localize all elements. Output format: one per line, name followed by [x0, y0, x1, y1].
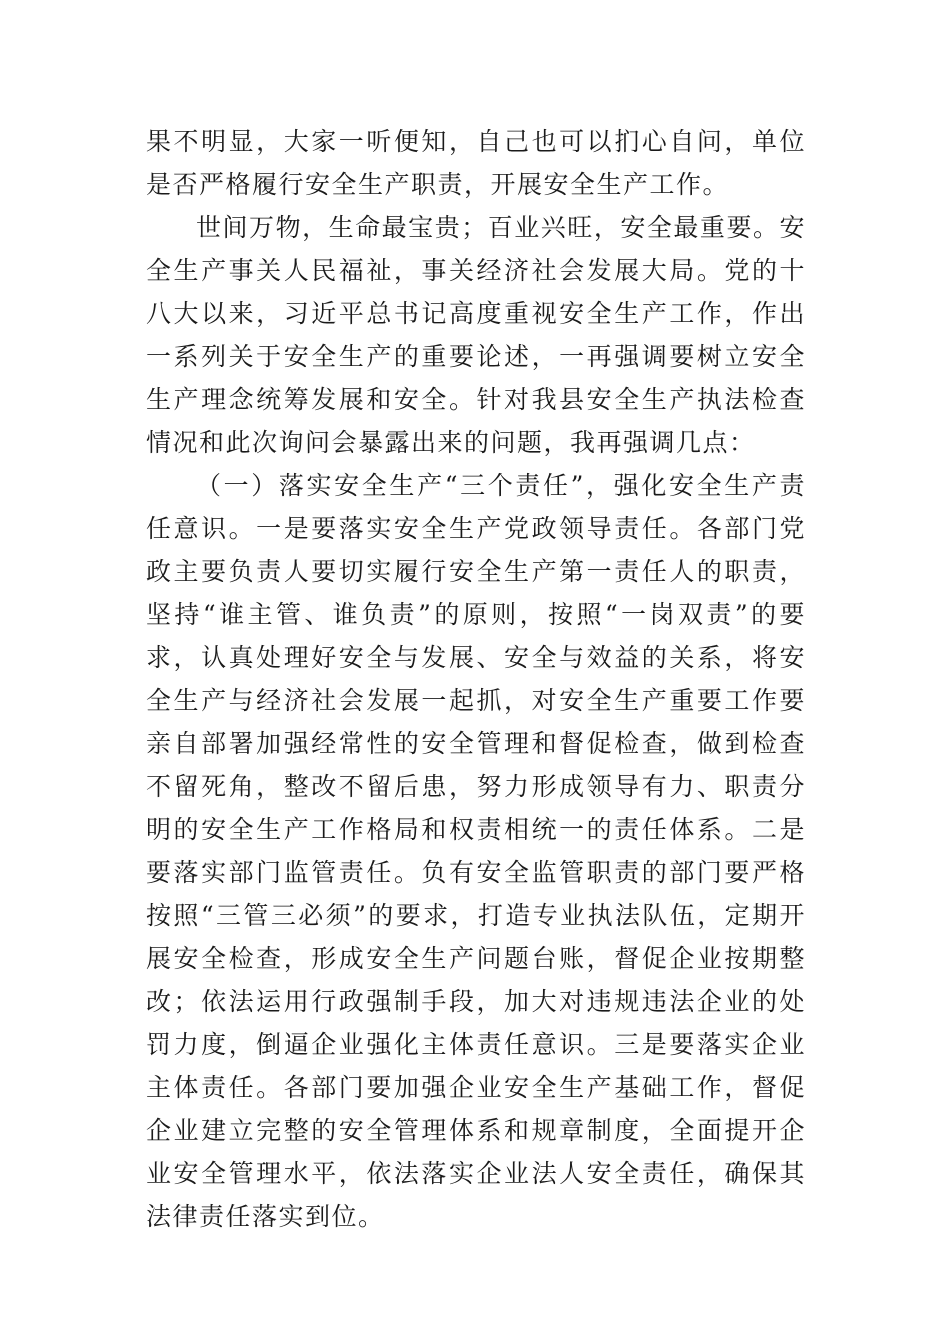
- document-body: [146, 120, 806, 1238]
- paragraph-three-responsibilities: （一）落实安全生产“三个责任”，强化安全生产责任意识。一是要落实安全生产党政领导责任。各部门党政主要负责人要切实履行安全生产第一责任人的职责，坚持“谁主管、谁负责”的原则，按照“一岗双责”的要求，认真处理好安全与发展、安全与效益的关系，将安全生产与经济社会发展一起抓，对安全生产重要工作要亲自部署加强经常性的安全管理和督促检查，做到检查不留死角，整改不留后患，努力形成领导有力、职责分明的安全生产工作格局和权责相统一的责任体系。二是要落实部门监管责任。负有安全监管职责的部门要严格按照“三管三必须”的要求，打造专业执法队伍，定期开展安全检查，形成安全生产问题台账，督促企业按期整改；依法运用行政强制手段，加大对违规违法企业的处罚力度，倒逼企业强化主体责任意识。三是要落实企业主体责任。各部门要加强企业安全生产基础工作，督促企业建立完整的安全管理体系和规章制度，全面提开企业安全管理水平，依法落实企业法人安全责任，确保其法律责任落实到位。: [146, 471, 806, 1231]
- paragraph-continuation: 果不明显，大家一听便知，自己也可以扪心自问，单位是否严格履行安全生产职责，开展安全生产工作。: [146, 127, 806, 199]
- paragraph-safety-importance: 世间万物，生命最宝贵；百业兴旺，安全最重要。安全生产事关人民福祉，事关经济社会发展大局。党的十八大以来，习近平总书记高度重视安全生产工作，作出一系列关于安全生产的重要论述，一再强调要树立安全生产理念统筹发展和安全。针对我县安全生产执法检查情况和此次询问会暴露出来的问题，我再强调几点：: [146, 213, 806, 457]
